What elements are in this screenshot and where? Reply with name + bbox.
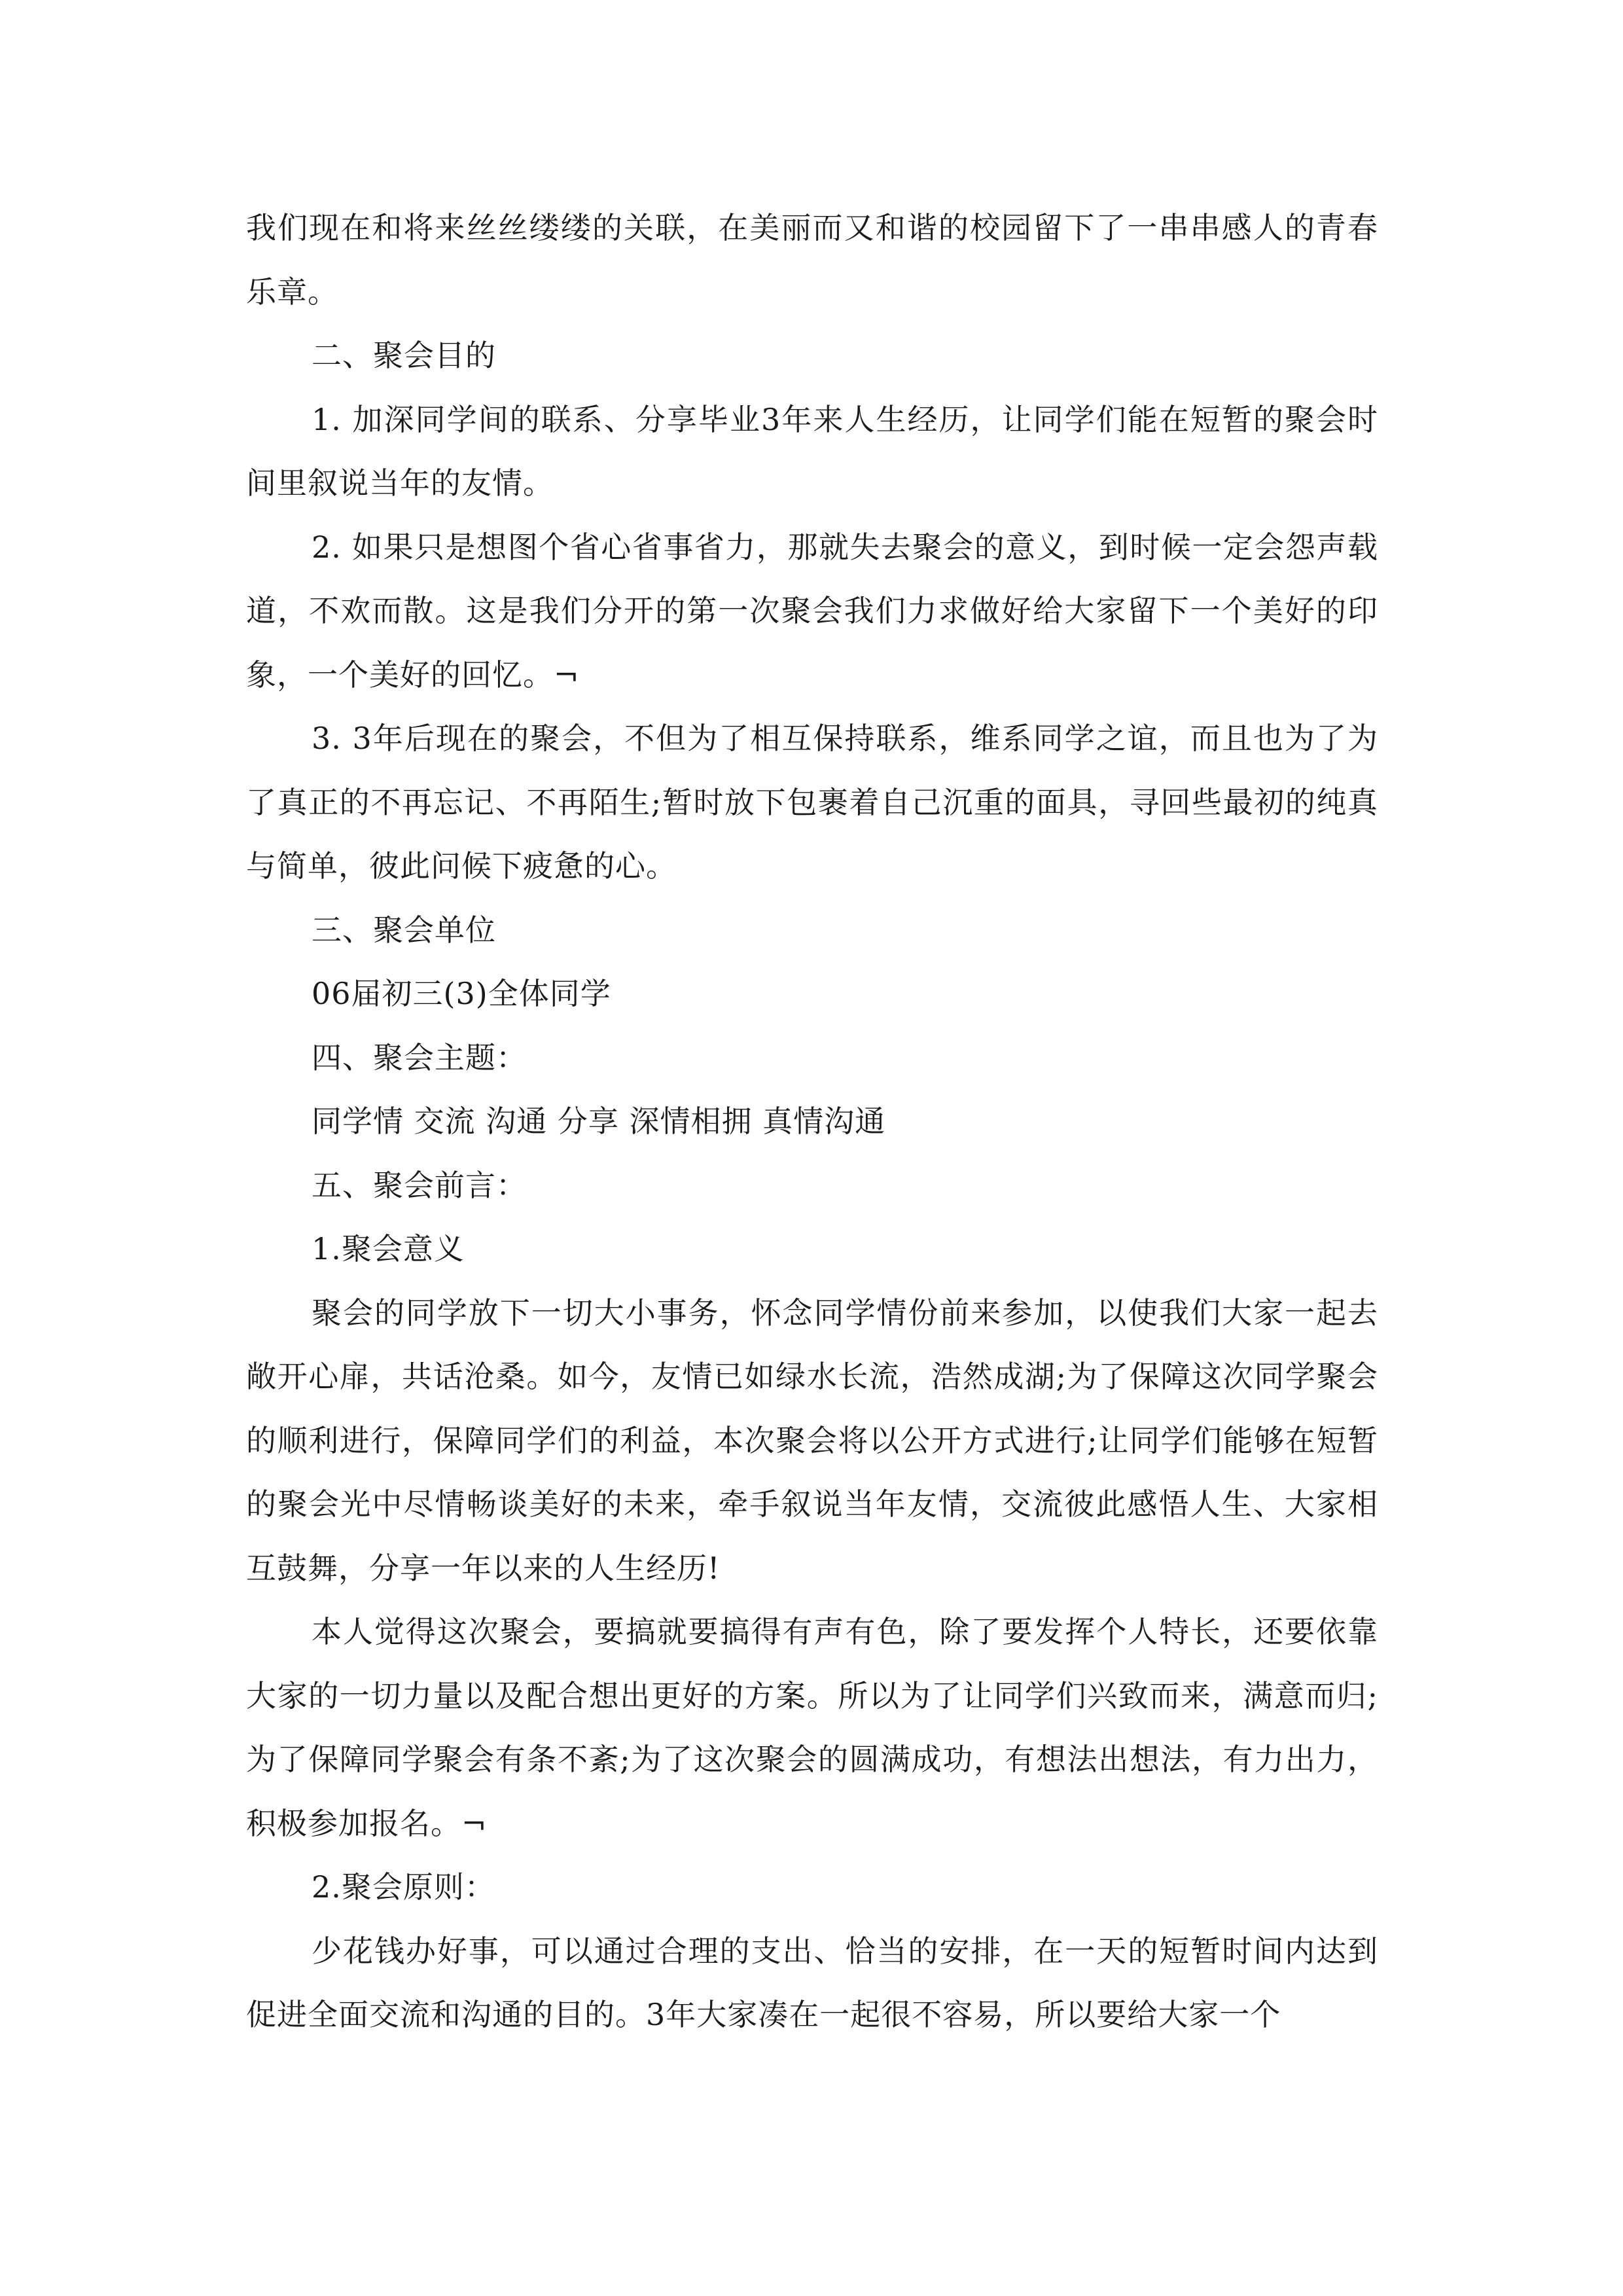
paragraph: 2. 如果只是想图个省心省事省力，那就失去聚会的意义，到时候一定会怨声载道，不欢而散。这是我们分开的第一次聚会我们力求做好给大家留下一个美好的印象，一个美好的回忆。¬ xyxy=(246,529,1378,692)
paragraph: 我们现在和将来丝丝缕缕的关联，在美丽而又和谐的校园留下了一串串感人的青春乐章。 xyxy=(246,210,1378,310)
paragraph: 3. 3年后现在的聚会，不但为了相互保持联系，维系同学之谊，而且也为了为了真正的不再忘记、不再陌生;暂时放下包裹着自己沉重的面具，寻回些最初的纯真与简单，彼此问候下疲惫的心。 xyxy=(246,721,1378,884)
subheading-principles: 2.聚会原则： xyxy=(312,1869,495,1905)
paragraph: 06届初三(3)全体同学 xyxy=(312,976,611,1011)
subheading-meaning: 1.聚会意义 xyxy=(312,1231,465,1266)
section-heading-theme: 四、聚会主题： xyxy=(312,1039,527,1075)
section-heading-unit: 三、聚会单位 xyxy=(312,912,496,948)
paragraph: 少花钱办好事，可以通过合理的支出、恰当的安排，在一天的短暂时间内达到促进全面交流和沟通的目的。3年大家凑在一起很不容易，所以要给大家一个 xyxy=(246,1933,1378,2032)
paragraph: 1. 加深同学间的联系、分享毕业3年来人生经历，让同学们能在短暂的聚会时间里叙说当年的友情。 xyxy=(246,401,1378,501)
document-body xyxy=(246,196,1378,2047)
paragraph: 同学情 交流 沟通 分享 深情相拥 真情沟通 xyxy=(312,1103,886,1139)
section-heading-preface: 五、聚会前言： xyxy=(312,1167,527,1203)
paragraph: 聚会的同学放下一切大小事务，怀念同学情份前来参加，以使我们大家一起去敞开心扉，共话沧桑。如今，友情已如绿水长流，浩然成湖;为了保障这次同学聚会的顺利进行，保障同学们的利益，本次聚会将以公开方式进行;让同学们能够在短暂的聚会光中尽情畅谈美好的未来，牵手叙说当年友情，交流彼此感悟人生、大家相互鼓舞，分享一年以来的人生经历! xyxy=(246,1295,1378,1586)
section-heading-purpose: 二、聚会目的 xyxy=(312,338,496,373)
paragraph: 本人觉得这次聚会，要搞就要搞得有声有色，除了要发挥个人特长，还要依靠大家的一切力量以及配合想出更好的方案。所以为了让同学们兴致而来，满意而归;为了保障同学聚会有条不紊;为了这次聚会的圆满成功，有想法出想法，有力出力，积极参加报名。¬ xyxy=(246,1614,1378,1841)
